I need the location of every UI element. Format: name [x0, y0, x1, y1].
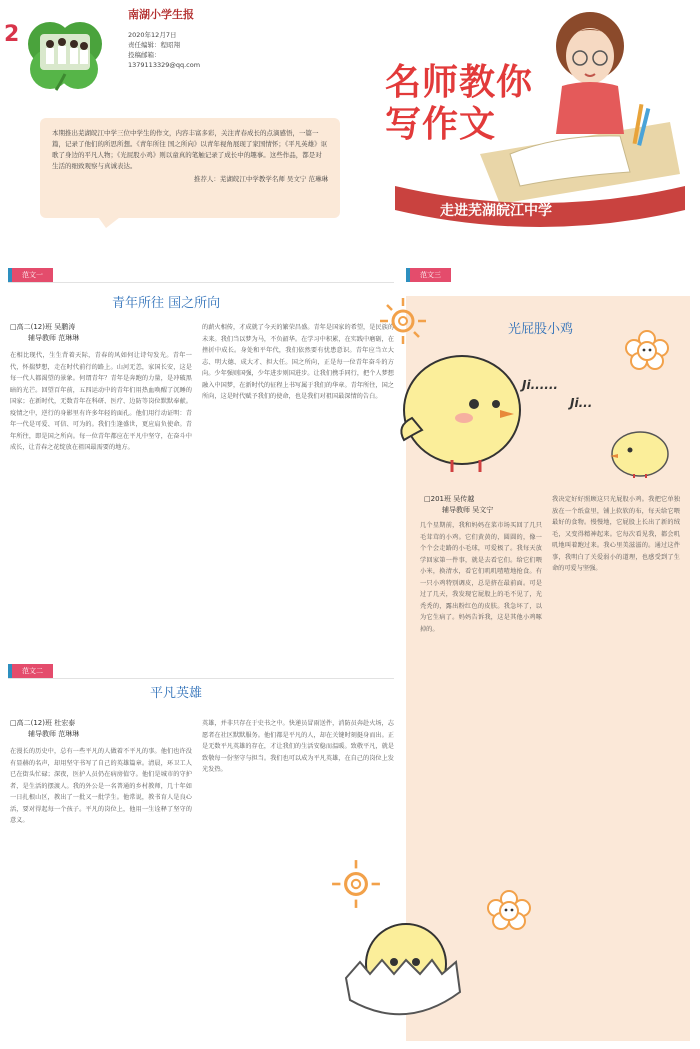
- column-title: [385, 62, 533, 146]
- sun-doodle-bottom-icon: [330, 858, 382, 910]
- article3-tag: 范文三: [406, 268, 451, 282]
- article1-rule: [8, 282, 394, 283]
- flower-doodle-bottom-icon: [486, 890, 532, 930]
- small-chick-illustration: [608, 428, 672, 478]
- article1-byline: [10, 322, 79, 344]
- article1-teacher: 辅导教师 范琳琳: [28, 334, 80, 342]
- article1-tag: 范文一: [8, 268, 53, 282]
- article1-column2: 的薪火相传，才成就了今天的繁荣昌盛。青年是国家的希望，是民族的未来。我们当以梦为马，不负韶华。在学习中积累，在实践中磨砺，在挫折中成长。身处和平年代，我们依然要有忧患意识。青年应当立大志、明大德、成大才、担大任。国之所向，正是每一位青年奋斗的方向。少年强则国强，少年进步则国进步。让我们携手同行，把个人梦想融入中国梦，在新时代的征程上书写属于我们的华章。青年所往，国之所向，这是时代赋予我们的使命，也是我们对祖国最深情的告白。: [202, 324, 394, 400]
- clover-photo-logo: [20, 14, 110, 92]
- header-meta: [128, 30, 200, 70]
- article2-column2: 英雄，并非只存在于史书之中。快递员冒雨送件，消防员奔赴火场，志愿者在社区默默服务。他们都是平凡的人，却在关键时刻挺身而出。正是无数平凡英雄的存在，才让我们的生活安稳而温暖。致敬平凡，就是致敬每一份坚守与担当。我们也可以成为平凡英雄，在自己的岗位上发光发热。: [202, 720, 394, 773]
- intro-box: [40, 118, 340, 218]
- email-label: 投稿邮箱：: [128, 51, 161, 59]
- article1-title: 青年所往 国之所向: [112, 296, 221, 311]
- article2-tag: 范文二: [8, 664, 53, 678]
- article2-title: 平凡英雄: [150, 686, 203, 701]
- email-line: 1379113329@qq.com: [128, 61, 201, 69]
- article3-teacher: 辅导教师 吴文宁: [442, 506, 494, 514]
- column-title-line1: 名师教你: [385, 62, 534, 103]
- intro-text: 本期推出芜湖皖江中学三位中学生的作文，内容丰富多彩，关注青春成长的点滴感悟，一篇一篇，记录了他们的所思所想。《青年所往 国之所向》以青年视角展现了家国情怀；《平凡英雄》讴歌了身边的平凡人物；《光屁股小鸡》则以童真的笔触记录了成长中的趣事。这些作品，都是对生活的细致观察与真诚表达。: [52, 129, 328, 170]
- article3-byline: [424, 494, 493, 516]
- page-number: 2: [4, 22, 20, 47]
- article3-column2: 我决定好好照顾这只光屁股小鸡。我把它单独放在一个纸盒里，铺上软软的布，每天给它喂最好的食物。慢慢地，它屁股上长出了新的绒毛，又变得精神起来。它每次看见我，都会叽叽地叫着跑过来。我心里美滋滋的。通过这件事，我明白了关爱弱小的道理，也感受到了生命的可爱与坚强。: [552, 496, 680, 572]
- article3-author: □201班 吴传越: [424, 495, 475, 503]
- article2-author: □高二(12)班 杜宏泰: [10, 719, 76, 727]
- sound-effect-2: Ji...: [570, 396, 593, 410]
- article2-byline: [10, 718, 79, 740]
- school-ribbon-text: 走进芜湖皖江中学: [440, 203, 552, 219]
- article2-rule: [8, 678, 394, 679]
- paper-name: 南湖小学生报: [128, 8, 194, 21]
- article1-column1: 在相比现代，生生背着天际，青春的风如何让诗句发光。青年一代，怀揣梦想，走在时代前行的路上。山河无恙，家国长安，这是每一代人都渴望的景象。何谓青年？青年是奔跑的力量，是冲破黑暗的光芒。回望百年前，五四运动中的青年们用热血唤醒了沉睡的国家；在新时代，无数青年在科研、医疗、边防等岗位默默奉献。疫情之中，逆行的身影里有许多年轻的面孔。他们用行动证明：青年一代是可爱、可信、可为的。我们生逢盛世，更应肩负使命。青年所往，即是国之所向。每一位青年都应在平凡中坚守，在奋斗中成长，让青春之花绽放在祖国最需要的地方。: [10, 352, 192, 451]
- article2-teacher: 辅导教师 范琳琳: [28, 730, 80, 738]
- intro-recommender: 推荐人：芜湖皖江中学教学名师 吴文宁 范琳琳: [193, 175, 328, 183]
- article3-column1: 几个星期前，我和妈妈在菜市场买回了几只毛茸茸的小鸡。它们黄黄的，圆圆的，像一个个会走路的小毛球，可爱极了。我每天放学回家第一件事，就是去看它们。给它们喂小米，换清水，看它们叽叽喳喳地抢食。有一只小鸡特别调皮，总是挤在最前面。可是过了几天，我发现它屁股上的毛不见了，光秃秃的，露出粉红色的皮肤。我急坏了，以为它生病了。妈妈告诉我，这是其他小鸡啄掉的。: [420, 522, 542, 633]
- big-chick-illustration: [392, 348, 522, 474]
- sun-doodle-icon: [378, 296, 428, 346]
- article2-column1: 在漫长的历史中，总有一些平凡的人做着不平凡的事。他们也许没有显赫的名声，却用坚守书写了自己的英雄篇章。清晨，环卫工人已在街头忙碌；深夜，医护人员仍在病房值守。他们是城市的守护者，是生活的摆渡人。我的外公是一名普通的乡村教师，几十年如一日扎根山区，教出了一批又一批学生。他常说，教书育人是良心活，要对得起每一个孩子。平凡的岗位上，他用一生诠释了坚守的意义。: [10, 748, 192, 824]
- article3-title: 光屁股小鸡: [508, 322, 574, 337]
- hatching-chick-illustration: [336, 908, 466, 1032]
- article1-author: □高二(12)班 吴鹏涛: [10, 323, 76, 331]
- flower-doodle-icon: [624, 330, 670, 370]
- date-line: 2020年12月7日: [128, 31, 177, 39]
- sound-effect-1: Ji......: [522, 378, 558, 392]
- editor-line: 责任编辑：程昭翔: [128, 41, 180, 49]
- intro-box-tail: [96, 214, 124, 228]
- column-title-line2: 写作文: [385, 104, 497, 145]
